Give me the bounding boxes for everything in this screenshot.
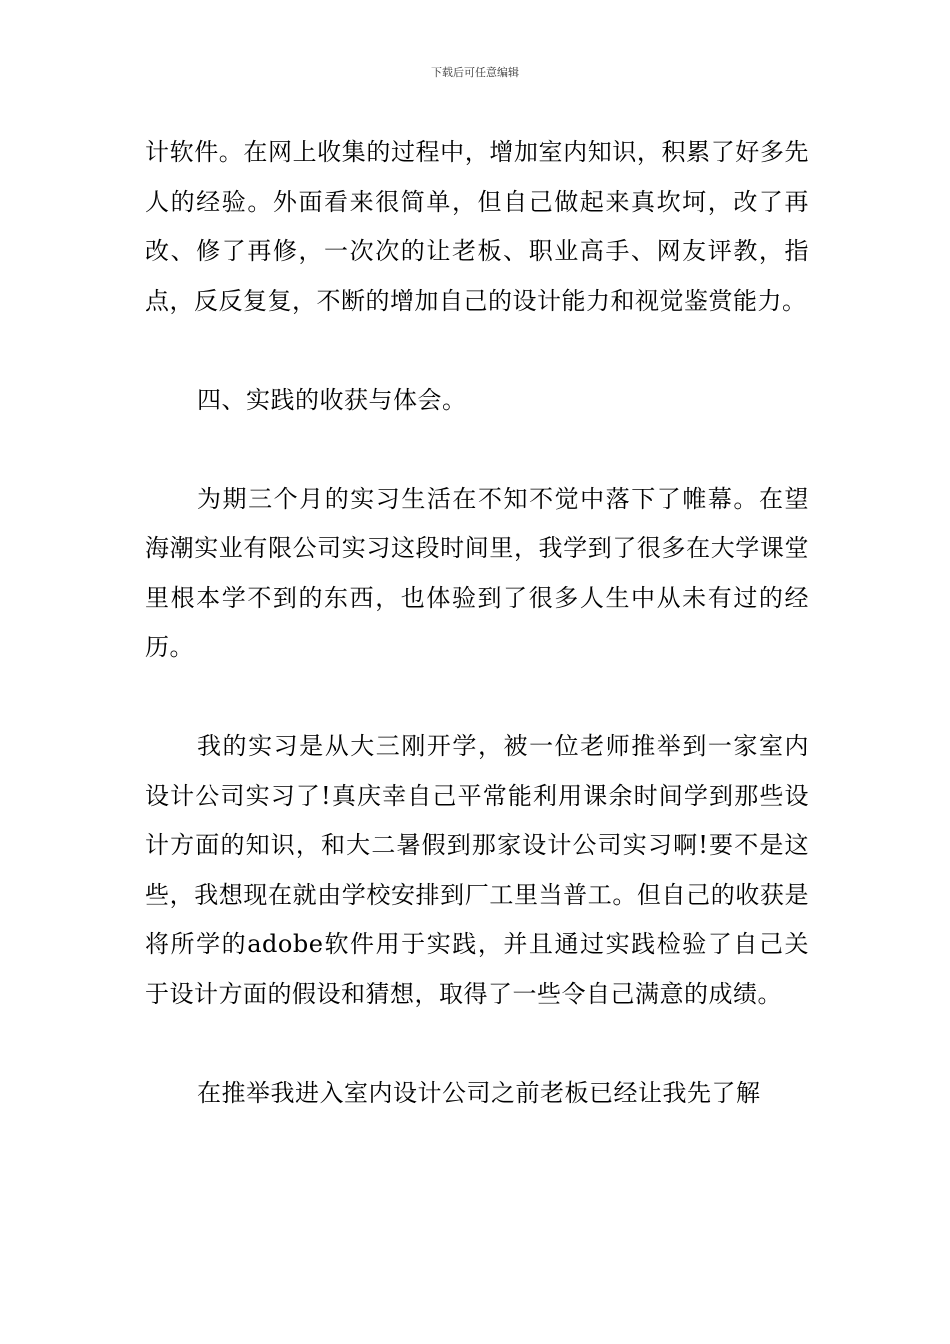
document-body <box>145 128 809 1118</box>
paragraph-spacer <box>145 326 809 376</box>
page-header: 下载后可任意编辑 <box>431 66 519 79</box>
paragraph: 我的实习是从大三刚开学，被一位老师推举到一家室内设计公司实习了!真庆幸自己平常能利用课余时间学到那些设计方面的知识，和大二暑假到那家设计公司实习啊!要不是这些，我想现在就由学校安排到厂工里当普工。但自己的收获是将所学的adobe软件用于实践，并且通过实践检验了自己关于设计方面的假设和猜想，取得了一些令自己满意的成绩。 <box>145 732 809 1008</box>
paragraph: 为期三个月的实习生活在不知不觉中落下了帷幕。在望海潮实业有限公司实习这段时间里，我学到了很多在大学课堂里根本学不到的东西，也体验到了很多人生中从未有过的经历。 <box>145 484 809 661</box>
paragraph-continuation: 计软件。在网上收集的过程中，增加室内知识，积累了好多先人的经验。外面看来很简单，但自己做起来真坎坷，改了再改、修了再修，一次次的让老板、职业高手、网友评教，指点，反反复复，不断的增加自己的设计能力和视觉鉴赏能力。 <box>145 138 809 315</box>
paragraph-spacer <box>145 673 809 723</box>
section-heading: 四、实践的收获与体会。 <box>197 385 467 414</box>
paragraph: 在推举我进入室内设计公司之前老板已经让我先了解 <box>197 1078 761 1107</box>
paragraph-spacer <box>145 425 809 475</box>
paragraph-spacer <box>145 1019 809 1069</box>
